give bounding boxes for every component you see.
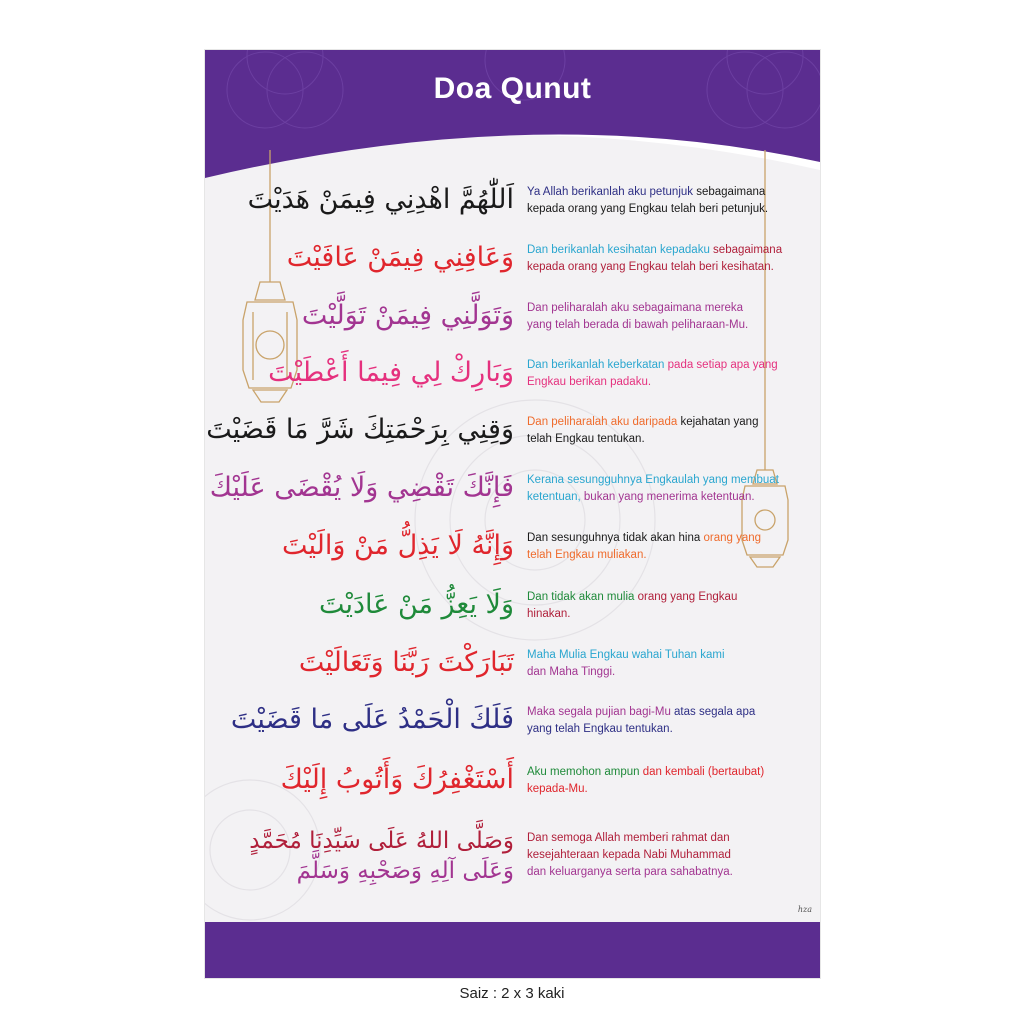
translation-segment: Dan berikanlah kesihatan kepadaku: [527, 244, 714, 256]
translation-segment: Aku memohon ampun: [527, 766, 643, 778]
arabic-line: وَإِنَّهُ لَا يَذِلُّ مَنْ وَالَيْتَ: [281, 530, 514, 561]
translation-line: [527, 431, 812, 448]
arabic-text: [224, 643, 514, 683]
arabic-text: [224, 760, 514, 800]
arabic-text: [224, 353, 514, 393]
translation-segment: dan Maha Tinggi.: [527, 666, 616, 678]
translation-line: [527, 704, 812, 721]
translation-line: [527, 489, 812, 506]
translation-text: [527, 704, 812, 738]
arabic-line: وَعَافِنِي فِيمَنْ عَافَيْتَ: [286, 242, 514, 273]
translation-line: [527, 242, 812, 259]
arabic-text: [224, 238, 514, 278]
verse-row: [205, 526, 820, 584]
arabic-line: اَللّٰهُمَّ اهْدِنِي فِيمَنْ هَدَيْتَ: [247, 184, 514, 215]
verse-row: [205, 830, 820, 888]
arabic-line: وَقِنِي بِرَحْمَتِكَ شَرَّ مَا قَضَيْتَ: [206, 414, 514, 445]
translation-segment: Maha Mulia Engkau wahai Tuhan kami: [527, 649, 725, 661]
verse-row: [205, 296, 820, 354]
translation-segment: atas segala apa: [674, 706, 756, 718]
size-caption: Saiz : 2 x 3 kaki: [459, 985, 565, 1002]
arabic-line: وَبَارِكْ لِي فِيمَا أَعْطَيْتَ: [268, 357, 514, 388]
translation-segment: kesejahteraan kepada Nabi Muhammad: [527, 849, 731, 861]
translation-segment: sebagaimana: [713, 244, 783, 256]
translation-segment: Ya Allah berikanlah aku petunjuk: [527, 186, 697, 198]
translation-segment: Dan semoga Allah memberi rahmat dan: [527, 832, 730, 844]
arabic-line: وَلَا يَعِزُّ مَنْ عَادَيْتَ: [318, 589, 514, 620]
translation-segment: ketentuan,: [527, 491, 584, 503]
verse-row: [205, 410, 820, 468]
translation-line: [527, 300, 812, 317]
translation-text: [527, 414, 812, 448]
arabic-line: فَإِنَّكَ تَقْضِي وَلَا يُقْضَى عَلَيْكَ: [209, 472, 514, 503]
verse-row: [205, 353, 820, 411]
translation-segment: bukan yang menerima ketentuan.: [583, 491, 755, 503]
translation-text: [527, 647, 812, 681]
verse-row: [205, 238, 820, 296]
translation-segment: kepada-Mu.: [527, 783, 588, 795]
verse-row: [205, 468, 820, 526]
translation-segment: telah Engkau muliakan.: [527, 549, 647, 561]
translation-segment: Dan tidak akan mulia: [527, 591, 638, 603]
translation-line: [527, 589, 812, 606]
translation-line: [527, 259, 812, 276]
translation-segment: Dan peliharalah aku sebagaimana mereka: [527, 302, 744, 314]
translation-line: [527, 830, 812, 847]
translation-line: [527, 721, 812, 738]
footer-band: [205, 922, 820, 978]
translation-text: [527, 530, 812, 564]
arabic-text: [224, 826, 514, 886]
verse-row: [205, 585, 820, 643]
arabic-line: وَتَوَلَّنِي فِيمَنْ تَوَلَّيْتَ: [301, 300, 514, 331]
translation-segment: Dan berikanlah keberkatan: [527, 359, 668, 371]
arabic-line: تَبَارَكْتَ رَبَّنَا وَتَعَالَيْتَ: [298, 647, 514, 678]
translation-segment: dan kembali (bertaubat): [642, 766, 765, 778]
signature: hza: [797, 905, 812, 914]
translation-text: [527, 242, 812, 276]
translation-line: [527, 664, 812, 681]
translation-segment: kepada orang yang Engkau telah beri kesihatan.: [527, 261, 774, 273]
translation-segment: Maka segala pujian bagi-Mu: [527, 706, 675, 718]
arabic-text: [224, 296, 514, 336]
translation-text: [527, 472, 812, 506]
translation-segment: kepada orang yang Engkau telah beri petunjuk.: [527, 203, 769, 215]
translation-line: [527, 864, 812, 881]
arabic-line: فَلَكَ الْحَمْدُ عَلَى مَا قَضَيْتَ: [230, 704, 514, 735]
translation-text: [527, 589, 812, 623]
translation-segment: hinakan.: [527, 608, 571, 620]
translation-segment: telah Engkau tentukan.: [527, 433, 645, 445]
translation-segment: pada setiap apa yang: [667, 359, 778, 371]
translation-line: [527, 547, 812, 564]
translation-segment: Kerana sesungguhnya Engkaulah yang membuat: [527, 474, 779, 486]
translation-line: [527, 472, 812, 489]
translation-line: [527, 184, 812, 201]
translation-segment: kejahatan yang: [680, 416, 759, 428]
translation-line: [527, 317, 812, 334]
translation-line: [527, 647, 812, 664]
translation-segment: dan keluarganya serta para sahabatnya.: [527, 866, 733, 878]
translation-segment: orang yang: [703, 532, 762, 544]
translation-text: [527, 300, 812, 334]
translation-text: [527, 184, 812, 218]
translation-line: [527, 357, 812, 374]
arabic-text: [224, 585, 514, 625]
verse-row: [205, 700, 820, 758]
translation-segment: yang telah berada di bawah peliharaan-Mu.: [527, 319, 749, 331]
translation-segment: sebagaimana: [696, 186, 766, 198]
translation-line: [527, 764, 812, 781]
arabic-line: أَسْتَغْفِرُكَ وَأَتُوبُ إِلَيْكَ: [280, 764, 514, 795]
translation-segment: orang yang Engkau: [637, 591, 738, 603]
translation-segment: Engkau berikan padaku.: [527, 376, 652, 388]
arabic-line: وَعَلَى آلِهِ وَصَحْبِهِ وَسَلَّمَ: [296, 858, 514, 884]
doa-qunut-poster: [205, 50, 820, 978]
arabic-text: [224, 700, 514, 740]
page-title: Doa Qunut: [433, 72, 592, 105]
translation-text: [527, 764, 812, 798]
verse-row: [205, 760, 820, 818]
translation-segment: yang telah Engkau tentukan.: [527, 723, 673, 735]
translation-line: [527, 781, 812, 798]
translation-line: [527, 847, 812, 864]
translation-line: [527, 606, 812, 623]
translation-text: [527, 830, 812, 881]
translation-line: [527, 530, 812, 547]
translation-segment: Dan peliharalah aku daripada: [527, 416, 681, 428]
arabic-text: [206, 410, 514, 450]
translation-text: [527, 357, 812, 391]
translation-line: [527, 414, 812, 431]
arabic-text: [224, 526, 514, 566]
verse-row: [205, 180, 820, 238]
verse-row: [205, 643, 820, 701]
arabic-text: [224, 180, 514, 220]
translation-line: [527, 201, 812, 218]
translation-line: [527, 374, 812, 391]
arabic-line: وَصَلَّى اللهُ عَلَى سَيِّدِنَا مُحَمَّدٍ: [249, 828, 514, 854]
translation-segment: Dan sesunguhnya tidak akan hina: [527, 532, 704, 544]
arabic-text: [209, 468, 514, 508]
